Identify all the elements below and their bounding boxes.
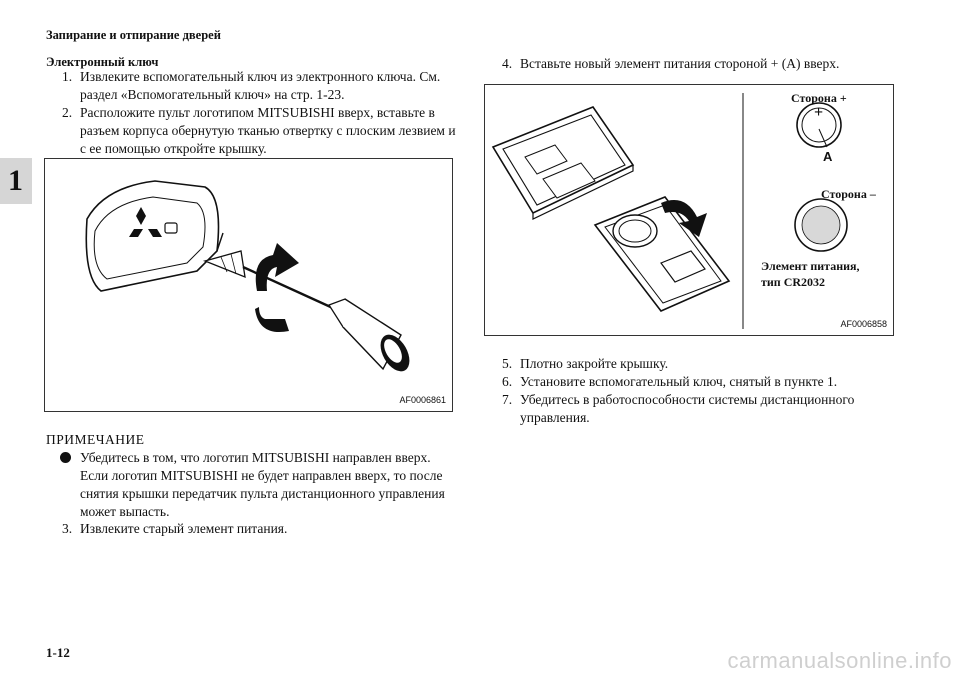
figure-battery-insert — [484, 84, 894, 336]
note-title: ПРИМЕЧАНИЕ — [46, 432, 145, 447]
section-title: Электронный ключ — [46, 55, 159, 69]
plus-side-label: Сторона + — [791, 91, 847, 105]
step-text: Извлеките старый элемент питания. — [80, 521, 288, 536]
step-item — [502, 373, 902, 391]
step-text: Расположите пульт логотипом MITSUBISHI вверх, вставьте в разъем корпуса обернутую тканью отвертку с плоским лезвием и с ее помощью откройте крышку. — [80, 105, 456, 156]
step-item — [62, 68, 462, 104]
battery-minus-side-icon — [795, 199, 847, 251]
note-text: Убедитесь в том, что логотип MITSUBISHI направлен вверх. Если логотип MITSUBISHI не будет направлен вверх, то после снятия крышки передатчик пульта дистанционного управления может выпасть. — [80, 450, 445, 519]
battery-type-label-2: тип CR2032 — [761, 275, 826, 289]
chapter-number: 1 — [8, 164, 23, 197]
figure-key-opening — [44, 158, 453, 412]
case-cover — [493, 107, 633, 219]
step-number: 1. — [62, 69, 73, 84]
figure-code: AF0006858 — [840, 319, 887, 329]
watermark: carmanualsonline.info — [727, 648, 952, 673]
left-steps-list — [62, 68, 462, 158]
figure-code: AF0006861 — [399, 395, 446, 405]
minus-side-label: Сторона – — [821, 187, 876, 201]
plus-sign: + — [814, 104, 824, 121]
page-number: 1-12 — [46, 645, 70, 660]
key-button — [165, 223, 177, 233]
step-item — [502, 355, 902, 373]
step-number: 2. — [62, 105, 73, 120]
key-screwdriver-illustration — [45, 159, 452, 411]
note-block — [62, 449, 462, 521]
step-number: 4. — [502, 56, 513, 71]
bullet-icon — [60, 452, 71, 463]
step-text: Плотно закройте крышку. — [520, 356, 669, 371]
right-steps-list — [502, 355, 902, 427]
step-number: 5. — [502, 356, 513, 371]
battery-type-label-1: Элемент питания, — [761, 259, 860, 273]
case-tray — [595, 197, 729, 311]
step-4 — [502, 55, 922, 73]
rotate-arrow-icon — [255, 243, 299, 332]
step-number: 3. — [62, 521, 73, 536]
step-text: Вставьте новый элемент питания стороной + (A) вверх. — [520, 56, 840, 71]
page-header: Запирание и отпирание дверей — [46, 28, 221, 42]
marker-a: A — [823, 149, 833, 164]
battery-illustration — [485, 85, 893, 335]
step-text: Установите вспомогательный ключ, снятый в пункте 1. — [520, 374, 838, 389]
step-number: 6. — [502, 374, 513, 389]
step-item — [62, 104, 462, 158]
step-3 — [62, 520, 462, 538]
screwdriver-handle — [329, 299, 415, 376]
step-item — [502, 391, 902, 427]
step-text: Извлеките вспомогательный ключ из электронного ключа. См. раздел «Вспомогательный ключ» на стр. 1-23. — [80, 69, 441, 102]
step-number: 7. — [502, 392, 513, 407]
step-text: Убедитесь в работоспособности системы дистанционного управления. — [520, 392, 855, 425]
